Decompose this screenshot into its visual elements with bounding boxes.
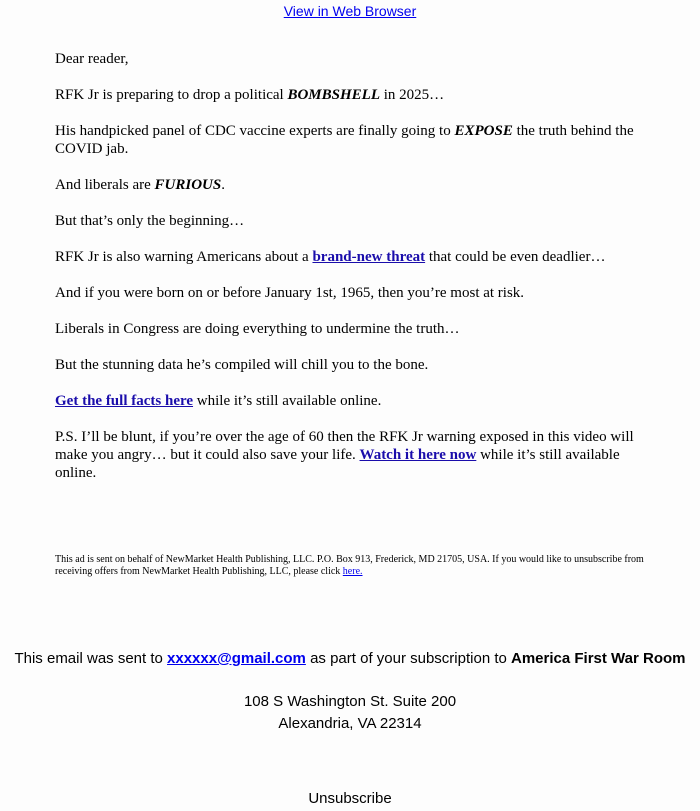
paragraph-9: [55, 392, 655, 410]
unsubscribe-link[interactable]: Unsubscribe: [308, 790, 392, 807]
sent-text-a: This email was sent to: [14, 650, 168, 667]
mailing-address: [0, 691, 700, 735]
p3-emphasis: FURIOUS: [154, 177, 222, 193]
ps-text-a: P.S. I’ll be blunt, if you’re over the age of 60 then the RFK Jr warning exposed in this video will make you angry… but it could also save your life.: [55, 429, 634, 463]
disclaimer-text: This ad is sent on behalf of NewMarket Health Publishing, LLC. P.O. Box 913, Frederick, MD 21705, USA. If you would like to unsubscribe from receiving offers from NewMarket Health Publishing, LLC, please click: [55, 554, 644, 577]
p1-emphasis: BOMBSHELL: [287, 87, 380, 103]
organization-name: America First War Room: [511, 650, 686, 667]
greeting: Dear reader,: [55, 51, 129, 67]
p5-text-b: that could be even deadlier…: [425, 249, 606, 265]
paragraph-ps: [55, 428, 655, 482]
p2-text-b: the truth behind the COVID jab.: [55, 123, 634, 157]
paragraph-7: Liberals in Congress are doing everything to undermine the truth…: [55, 321, 460, 337]
ps-text-b: while it’s still available online.: [55, 447, 620, 481]
sent-text-b: as part of your subscription to: [305, 650, 512, 667]
p9-text-b: while it’s still available online.: [193, 393, 382, 409]
address-line-2: Alexandria, VA 22314: [278, 715, 422, 732]
paragraph-1: [55, 86, 655, 104]
view-in-browser-link[interactable]: View in Web Browser: [283, 3, 417, 19]
paragraph-2: [55, 122, 655, 158]
paragraph-4: But that’s only the beginning…: [55, 213, 245, 229]
paragraph-8: But the stunning data he’s compiled will chill you to the bone.: [55, 357, 429, 373]
full-facts-link[interactable]: Get the full facts here: [55, 393, 194, 409]
recipient-email-link[interactable]: xxxxxx@gmail.com: [167, 650, 306, 667]
address-line-1: 108 S Washington St. Suite 200: [243, 693, 457, 710]
watch-it-here-link[interactable]: Watch it here now: [359, 447, 477, 463]
p5-text-a: RFK Jr is also warning Americans about a: [55, 249, 313, 265]
paragraph-6: And if you were born on or before January 1st, 1965, then you’re most at risk.: [55, 285, 525, 301]
p2-text-a: His handpicked panel of CDC vaccine experts are finally going to: [55, 123, 455, 139]
unsubscribe-row: [0, 790, 700, 807]
paragraph-3: [55, 176, 655, 194]
brand-new-threat-link[interactable]: brand-new threat: [312, 249, 426, 265]
view-in-browser-bar: [0, 3, 700, 19]
email-body: [55, 50, 655, 500]
p3-text-b: .: [221, 177, 225, 193]
p3-text-a: And liberals are: [55, 177, 155, 193]
disclaimer: [55, 554, 655, 578]
disclaimer-unsubscribe-link[interactable]: here.: [342, 566, 363, 577]
subscription-notice: [0, 650, 700, 667]
p1-text-a: RFK Jr is preparing to drop a political: [55, 87, 288, 103]
p2-emphasis: EXPOSE: [454, 123, 513, 139]
p1-text-b: in 2025…: [380, 87, 445, 103]
paragraph-5: [55, 248, 655, 266]
